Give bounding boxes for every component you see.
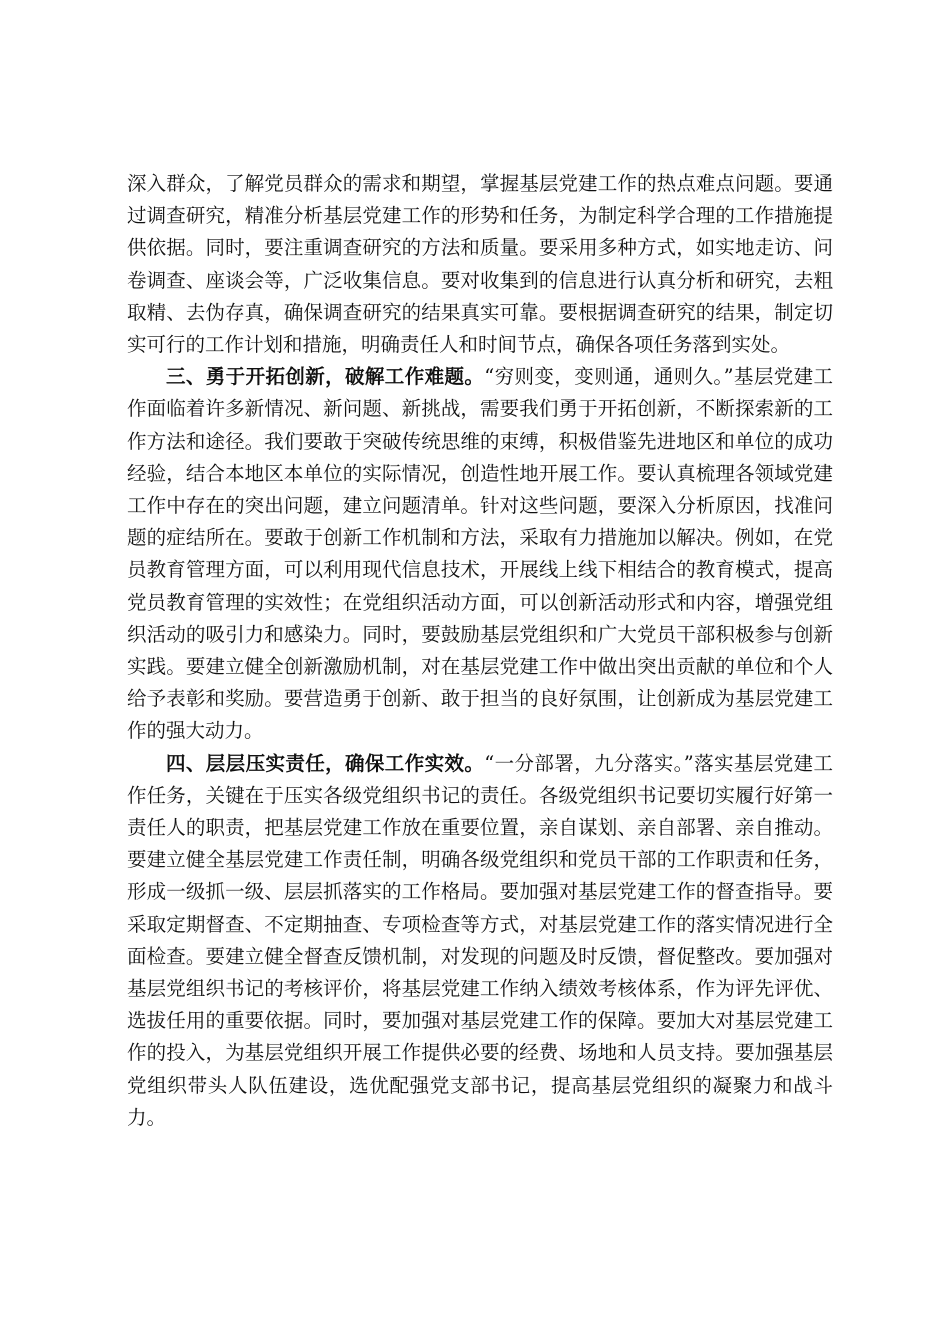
paragraph-continuation <box>127 168 833 361</box>
paragraph-text: “穷则变，变则通，通则久。”基层党建工作面临着许多新情况、新问题、新挑战，需要我们勇于开拓创新，不断探索新的工作方法和途径。我们要敢于突破传统思维的束缚，积极借鉴先进地区和单位的成功经验，结合本地区本单位的实际情况，创造性地开展工作。要认真梳理各领域党建工作中存在的突出问题，建立问题清单。针对这些问题，要深入分析原因，找准问题的症结所在。要敢于创新工作机制和方法，采取有力措施加以解决。例如，在党员教育管理方面，可以利用现代信息技术，开展线上线下相结合的教育模式，提高党员教育管理的实效性；在党组织活动方面，可以创新活动形式和内容，增强党组织活动的吸引力和感染力。同时，要鼓励基层党组织和广大党员干部积极参与创新实践。要建立健全创新激励机制，对在基层党建工作中做出突出贡献的单位和个人给予表彰和奖励。要营造勇于创新、敢于担当的良好氛围，让创新成为基层党建工作的强大动力。 <box>127 365 833 743</box>
paragraph-section-four <box>127 748 833 1134</box>
section-heading-four: 四、层层压实责任，确保工作实效。 <box>166 751 485 775</box>
paragraph-text: 深入群众，了解党员群众的需求和期望，掌握基层党建工作的热点难点问题。要通过调查研究，精准分析基层党建工作的形势和任务，为制定科学合理的工作措施提供依据。同时，要注重调查研究的方法和质量。要采用多种方式，如实地走访、问卷调查、座谈会等，广泛收集信息。要对收集到的信息进行认真分析和研究，去粗取精、去伪存真，确保调查研究的结果真实可靠。要根据调查研究的结果，制定切实可行的工作计划和措施，明确责任人和时间节点，确保各项任务落到实处。 <box>127 172 833 357</box>
document-body <box>127 168 833 1134</box>
section-heading-three: 三、勇于开拓创新，破解工作难题。 <box>166 365 485 389</box>
paragraph-text: “一分部署，九分落实。”落实基层党建工作任务，关键在于压实各级党组织书记的责任。各级党组织书记要切实履行好第一责任人的职责，把基层党建工作放在重要位置，亲自谋划、亲自部署、亲自推动。要建立健全基层党建工作责任制，明确各级党组织和党员干部的工作职责和任务，形成一级抓一级、层层抓落实的工作格局。要加强对基层党建工作的督查指导。要采取定期督查、不定期抽查、专项检查等方式，对基层党建工作的落实情况进行全面检查。要建立健全督查反馈机制，对发现的问题及时反馈，督促整改。要加强对基层党组织书记的考核评价，将基层党建工作纳入绩效考核体系，作为评先评优、选拔任用的重要依据。同时，要加强对基层党建工作的保障。要加大对基层党建工作的投入，为基层党组织开展工作提供必要的经费、场地和人员支持。要加强基层党组织带头人队伍建设，选优配强党支部书记，提高基层党组织的凝聚力和战斗力。 <box>127 751 833 1129</box>
paragraph-section-three <box>127 361 833 747</box>
